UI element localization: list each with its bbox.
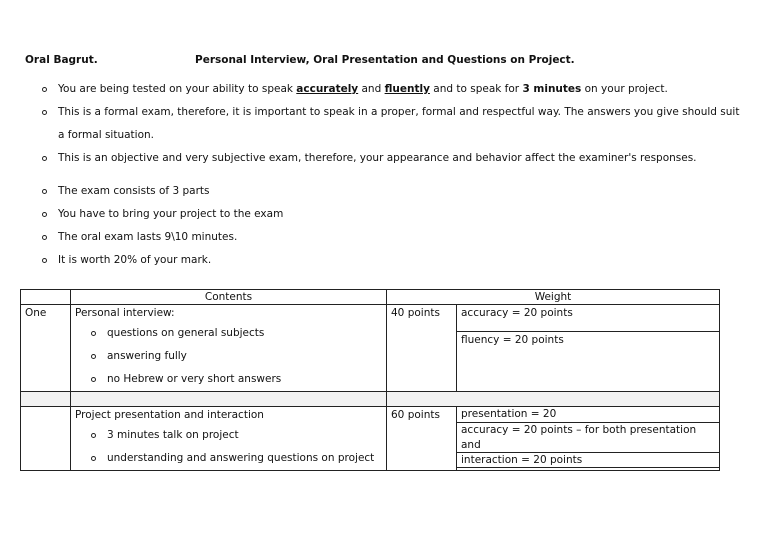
spacer-cell: [71, 392, 387, 407]
grading-table: [20, 289, 720, 471]
section-title: Project presentation and interaction: [75, 409, 264, 421]
list-item: [40, 78, 740, 101]
spacer-cell: [387, 392, 720, 407]
points-cell: 60 points: [387, 407, 457, 471]
weights-cell: [457, 305, 720, 392]
weight-line: presentation = 20: [457, 407, 719, 423]
sub-list: [75, 322, 382, 391]
header-label: Oral Bagrut.: [25, 54, 98, 66]
weight-line: accuracy = 20 points – for both presentation and: [461, 424, 697, 451]
text: on your project.: [581, 83, 668, 95]
spacer-row: [21, 392, 720, 407]
weights-cell: [457, 407, 720, 471]
contents-cell: [71, 305, 387, 392]
list-item: The oral exam lasts 9\10 minutes.: [40, 226, 740, 249]
weight-line: interaction = 20 points: [457, 452, 719, 468]
emphasis-minutes: 3 minutes: [522, 83, 582, 95]
list-item: 3 minutes talk on project: [91, 424, 382, 447]
list-item: This is an objective and very subjective exam, therefore, your appearance and behavior affect the examiner's responses.: [40, 147, 740, 170]
part-cell: [21, 407, 71, 471]
list-item: This is a formal exam, therefore, it is important to speak in a proper, formal and respectful way. The answers you give should suit a formal situation.: [40, 101, 740, 147]
table-header-row: [21, 290, 720, 305]
spacer-cell: [21, 392, 71, 407]
list-item: It is worth 20% of your mark.: [40, 249, 740, 272]
text: and: [358, 83, 385, 95]
points-cell: 40 points: [387, 305, 457, 392]
sub-list: [75, 424, 382, 470]
weight-line: accuracy = 20 points: [457, 305, 719, 332]
text: You are being tested on your ability to speak: [58, 83, 297, 95]
page-title: Personal Interview, Oral Presentation and Questions on Project.: [195, 54, 575, 66]
weight-line: fluency = 20 points: [461, 334, 564, 346]
list-item: You have to bring your project to the exam: [40, 203, 740, 226]
header-cell-blank: [21, 290, 71, 305]
header-contents: Contents: [71, 290, 387, 305]
document-header: [25, 54, 745, 68]
list-item: no Hebrew or very short answers: [91, 368, 382, 391]
contents-cell: [71, 407, 387, 471]
list-item: understanding and answering questions on project: [91, 447, 382, 470]
table-row: [21, 407, 720, 471]
emphasis-fluently: fluently: [384, 83, 430, 95]
table-row: [21, 305, 720, 392]
instructions-list: [40, 78, 740, 272]
emphasis-accurately: accurately: [296, 83, 359, 95]
text: and to speak for: [429, 83, 523, 95]
section-title: Personal interview:: [75, 307, 175, 319]
list-item: questions on general subjects: [91, 322, 382, 345]
part-cell: One: [21, 305, 71, 392]
list-item: The exam consists of 3 parts: [40, 180, 740, 203]
list-item: answering fully: [91, 345, 382, 368]
header-weight: Weight: [387, 290, 720, 305]
